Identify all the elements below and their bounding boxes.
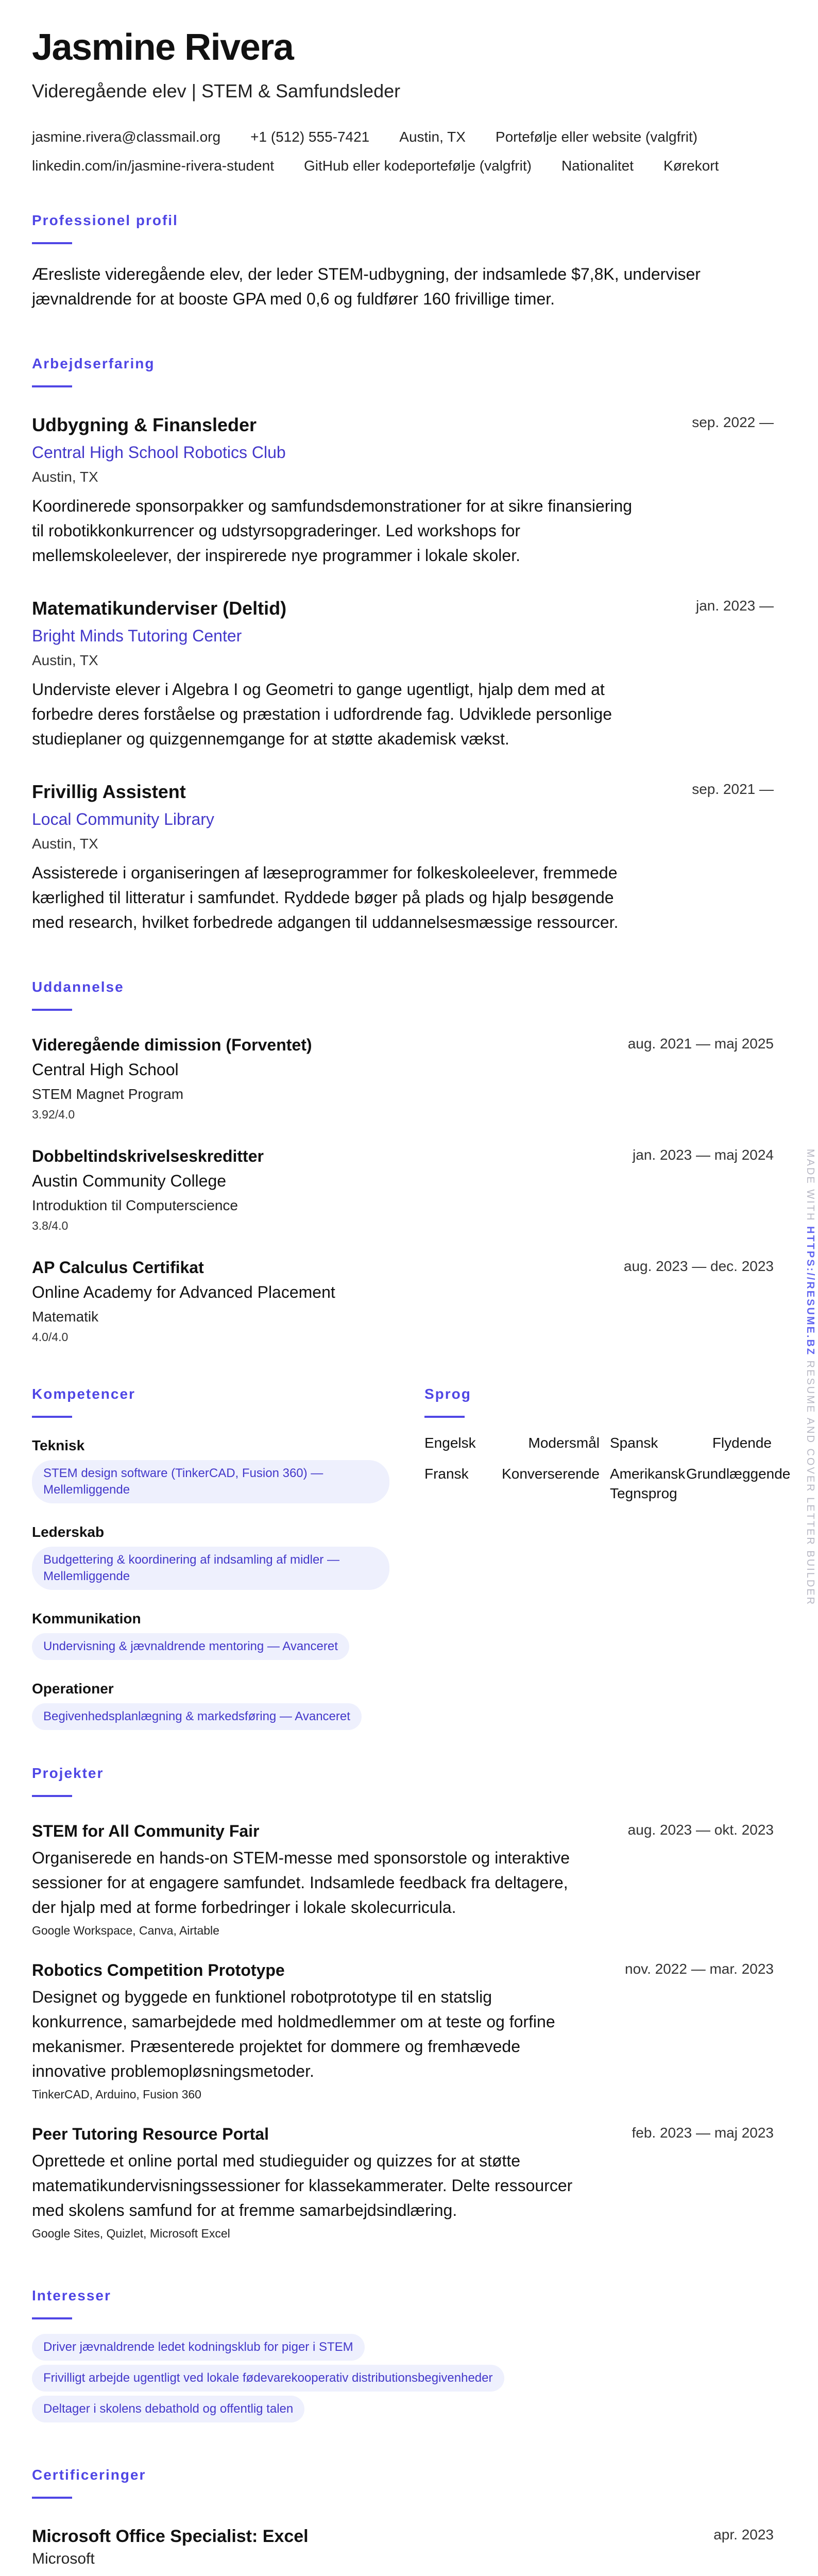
skill-category: Lederskab [32,1524,105,1540]
education-area: STEM Magnet Program [32,1086,184,1102]
description-line: Koordinerede sponsorpakker og samfundsdemonstrationer for at sikre finansiering [32,497,633,515]
experience-date: sep. 2021 — [692,781,774,797]
builder-watermark [803,1149,818,1606]
contact-drivers-license: Kørekort [663,158,719,174]
project-date: aug. 2023 — okt. 2023 [627,1822,774,1838]
section-title-education: Uddannelse [32,979,124,995]
certification-name: Microsoft Office Specialist: Excel [32,2527,309,2546]
description-line: innovative problemopløsningsmetoder. [32,2062,314,2080]
section-rule [32,1009,72,1011]
experience-description [32,677,612,751]
experience-org: Central High School Robotics Club [32,443,286,462]
interest-pill: Frivilligt arbejde ugentligt ved lokale fødevarekooperativ distributionsbegivenheder [32,2365,504,2392]
description-line: studieplaner og quizgennemgange for at støtte akademisk vækst. [32,730,509,748]
project-name: STEM for All Community Fair [32,1822,260,1840]
section-title-languages: Sprog [424,1386,471,1402]
description-line: forbedre deres forståelse og præstation i udfordrende fag. Udviklede personlige [32,705,612,723]
education-institution: Central High School [32,1060,179,1079]
experience-date: sep. 2022 — [692,414,774,430]
education-institution: Austin Community College [32,1172,227,1190]
description-line: Underviste elever i Algebra I og Geometri to gange ugentligt, hjalp dem med at [32,680,605,699]
section-rule [32,1795,72,1797]
contact-list [32,123,774,180]
description-line: Designet og byggede en funktionel robotprototype til en statslig [32,1988,492,2006]
education-institution: Online Academy for Advanced Placement [32,1283,335,1301]
project-description [32,2148,609,2223]
language-name: Spansk [610,1435,658,1451]
skill-category: Kommunikation [32,1611,141,1626]
project-date: feb. 2023 — maj 2023 [632,2125,774,2141]
watermark-suffix: RESUME AND COVER LETTER BUILDER [805,1356,816,1606]
project-tools: Google Workspace, Canva, Airtable [32,1924,219,1937]
project-name: Peer Tutoring Resource Portal [32,2125,269,2143]
interest-pill: Deltager i skolens debathold og offentlig talen [32,2396,304,2422]
experience-description [32,494,632,568]
experience-location: Austin, TX [32,652,98,668]
section-title-projects: Projekter [32,1765,104,1781]
education-degree: AP Calculus Certifikat [32,1258,204,1277]
description-line: kærlighed til litteratur i samfundet. Ryddede bøger på plads og hjalp besøgende [32,888,614,907]
section-rule [32,2497,72,2499]
description-line: mellemskoleelever, der inspirerede nye programmer i lokale skoler. [32,546,520,565]
description-line: Organiserede en hands-on STEM-messe med sponsorstole og interaktive [32,1849,570,1867]
skill-pill-line: STEM design software (TinkerCAD, Fusion 360) — [43,1466,323,1480]
candidate-headline: Videregående elev | STEM & Samfundsleder [32,80,401,101]
education-date: aug. 2021 — maj 2025 [627,1036,774,1052]
project-description [32,1985,609,2083]
description-line: Oprettede et online portal med studieguider og quizzes for at støtte [32,2151,521,2170]
experience-location: Austin, TX [32,469,98,485]
contact-location: Austin, TX [399,129,466,145]
skill-pill [32,1460,389,1503]
section-rule [424,1416,465,1418]
education-score: 3.92/4.0 [32,1108,75,1121]
section-title-profile: Professionel profil [32,212,178,228]
section-title-skills: Kompetencer [32,1386,135,1402]
project-tools: Google Sites, Quizlet, Microsoft Excel [32,2227,230,2240]
education-area: Matematik [32,1309,99,1325]
language-name: Engelsk [424,1435,476,1451]
skill-pill-line: Mellemliggende [43,1483,130,1497]
experience-location: Austin, TX [32,836,98,852]
education-date: jan. 2023 — maj 2024 [633,1147,774,1163]
description-line: der hjalp med at forme forbedringer i lokale skolecurricula. [32,1898,456,1917]
experience-role: Frivillig Assistent [32,781,186,802]
language-name: Fransk [424,1466,469,1482]
education-area: Introduktion til Computerscience [32,1197,238,1213]
language-level: Grundlæggende [686,1466,791,1482]
project-name: Robotics Competition Prototype [32,1961,285,1979]
contact-linkedin[interactable]: linkedin.com/in/jasmine-rivera-student [32,158,274,174]
experience-role: Matematikunderviser (Deltid) [32,598,287,619]
description-line: matematikundervisningssessioner for klassekammerater. Delte ressourcer [32,2176,573,2195]
description-line: til robotikkonkurrencer og udstyrsopgraderinger. Led workshops for [32,521,521,540]
education-degree: Videregående dimission (Forventet) [32,1036,312,1054]
language-level: Konverserende [502,1466,600,1482]
watermark-prefix: MADE WITH [805,1149,816,1226]
education-score: 4.0/4.0 [32,1330,69,1344]
interest-pill: Driver jævnaldrende ledet kodningsklub for piger i STEM [32,2334,365,2361]
section-title-experience: Arbejdserfaring [32,355,155,371]
skill-pill [32,1547,389,1590]
project-description [32,1845,609,1920]
section-title-certifications: Certificeringer [32,2467,146,2483]
contact-portfolio[interactable]: Portefølje eller website (valgfrit) [495,129,698,145]
section-title-interests: Interesser [32,2287,111,2303]
skill-pill-line: Mellemliggende [43,1569,130,1583]
skill-pill-line: Begivenhedsplanlægning & markedsføring — Avanceret [43,1709,350,1723]
description-line: konkurrence, samarbejdede med holdmedlemmer om at teste og forfine [32,2012,555,2031]
contact-nationality: Nationalitet [561,158,634,174]
contact-phone[interactable]: +1 (512) 555-7421 [250,129,370,145]
language-level: Flydende [712,1435,772,1451]
education-date: aug. 2023 — dec. 2023 [623,1258,774,1274]
description-line: mekanismer. Præsenterede projektet for dommere og fremhævede [32,2037,520,2056]
project-date: nov. 2022 — mar. 2023 [625,1961,774,1977]
experience-role: Udbygning & Finansleder [32,414,257,435]
description-line: sessioner for at engagere samfundet. Indsamlede feedback fra deltagere, [32,1873,568,1892]
project-tools: TinkerCAD, Arduino, Fusion 360 [32,2088,201,2101]
skill-pill [32,1633,349,1660]
language-level: Modersmål [528,1435,600,1451]
education-score: 3.8/4.0 [32,1219,69,1232]
watermark-link[interactable]: HTTPS://RESUME.BZ [805,1226,816,1357]
description-line: med skolens samfund for at fremme samarbejdsindlæring. [32,2201,457,2219]
description-line: Assisterede i organiseringen af læseprogrammer for folkeskoleelever, fremmede [32,863,618,882]
watermark-text [804,1149,816,1606]
contact-email[interactable]: jasmine.rivera@classmail.org [32,129,221,145]
experience-org: Local Community Library [32,810,214,828]
skill-pill-line: Budgettering & koordinering af indsamling af midler — [43,1553,339,1567]
section-rule [32,2317,72,2319]
language-name: Amerikansk Tegnsprog [610,1466,686,1501]
candidate-name: Jasmine Rivera [32,27,294,68]
skill-pill-line: Undervisning & jævnaldrende mentoring — Avanceret [43,1639,338,1653]
education-degree: Dobbeltindskrivelseskreditter [32,1147,264,1165]
section-rule [32,385,72,387]
skill-category: Operationer [32,1681,114,1697]
experience-org: Bright Minds Tutoring Center [32,626,242,645]
profile-line: jævnaldrende for at booste GPA med 0,6 og fuldfører 160 frivillige timer. [32,290,555,308]
certification-issuer: Microsoft [32,2550,95,2567]
skill-pill [32,1703,362,1730]
section-rule [32,1416,72,1418]
certification-date: apr. 2023 [713,2527,774,2543]
contact-github[interactable]: GitHub eller kodeportefølje (valgfrit) [303,158,532,174]
profile-summary [32,262,701,311]
description-line: med research, hvilket forbedrede adgangen til uddannelsesmæssige ressourcer. [32,913,619,931]
section-rule [32,242,72,244]
skill-category: Teknisk [32,1437,85,1453]
experience-date: jan. 2023 — [696,598,774,614]
profile-line: Æresliste videregående elev, der leder STEM-udbygning, der indsamlede $7,8K, underviser [32,265,701,283]
experience-description [32,860,618,935]
